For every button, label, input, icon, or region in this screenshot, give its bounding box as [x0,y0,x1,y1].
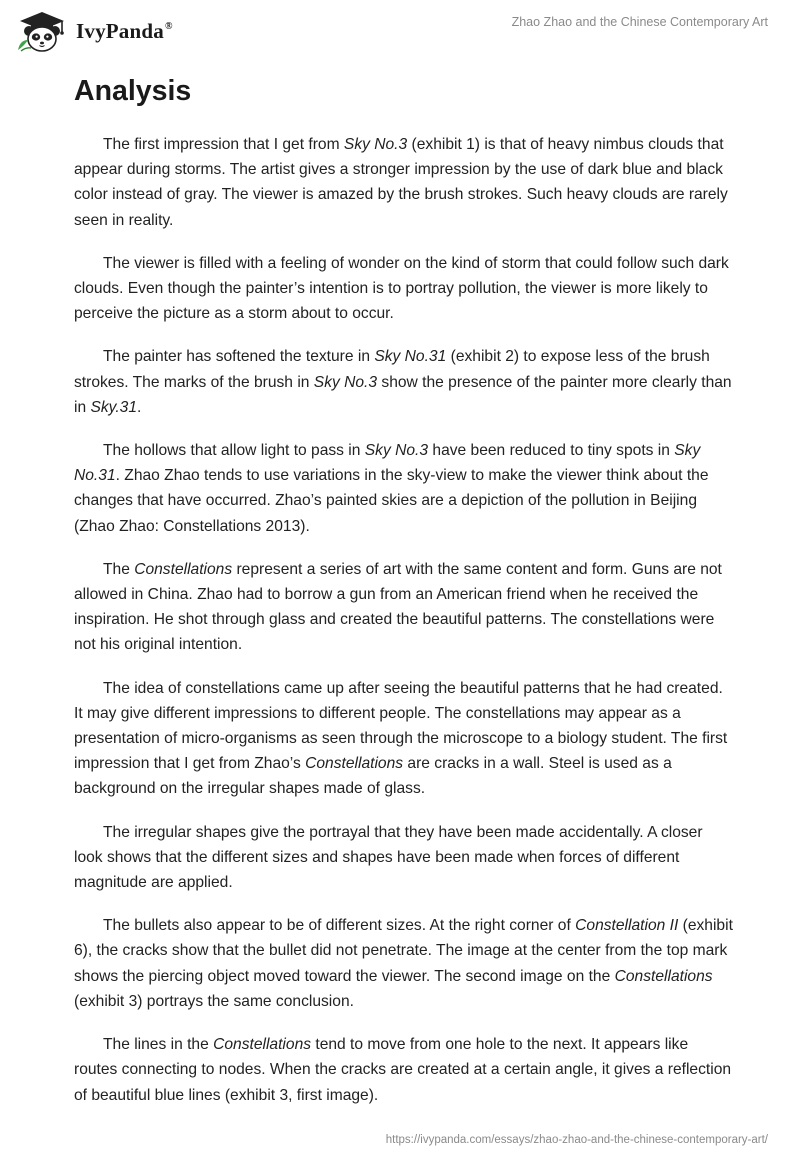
paragraph-text: The bullets also appear to be of different sizes. At the right corner of [103,917,576,935]
paragraph-text: The [103,560,135,578]
registered-mark: ® [164,20,173,32]
paragraph-text: The idea of constellations came up after seeing the beautiful patterns that he had created. It may give different impressions to different people. The constellations may appear as a presentation of micro-organisms as seen through the microscope to a biology student. The first impression that I get from Zhao’s [74,679,728,773]
paragraph-text: have been reduced to tiny spots in [428,442,675,460]
page-header [0,0,800,60]
body-paragraph [74,676,734,802]
paragraph-text: (exhibit 2) to expose less of the brush strokes. The marks of the brush in [74,348,710,391]
paragraph-text: show the presence of the painter more clearly than in [74,373,732,416]
italic-title: Constellations [134,560,233,578]
body-paragraph [74,557,734,658]
paragraph-text: (exhibit 6), the cracks show that the bullet did not penetrate. The image at the center from the top mark shows the piercing object moved toward the viewer. The second image on the [74,917,733,985]
body-paragraph [74,344,734,420]
italic-title: Sky No.31 [374,348,447,366]
italic-title: Sky No.31 [74,442,701,485]
paragraph-list [74,132,734,1108]
paragraph-text: The first impression that I get from [103,136,344,153]
ivypanda-logo[interactable] [14,10,173,52]
body-paragraph [74,1032,734,1108]
body-paragraph [74,438,734,539]
paragraph-text: The irregular shapes give the portrayal that they have been made accidentally. A closer look shows that the different sizes and shapes have been made when forces of different magnitude are applied. [74,823,703,892]
paragraph-text: The hollows that allow light to pass in [103,442,365,460]
italic-title: Sky No.3 [364,442,429,460]
logo-text: IvyPanda [76,18,164,43]
paragraph-text: are cracks in a wall. Steel is used as a background on the irregular shapes made of glass. [74,755,672,798]
paragraph-text: . [137,398,142,416]
paragraph-text: The painter has softened the texture in [103,348,375,366]
logo-wordmark [76,19,173,44]
panda-graduate-icon [14,10,70,52]
italic-title: Sky No.3 [343,136,408,153]
article-body [74,72,734,1126]
italic-title: Sky No.3 [313,373,378,391]
footer-source-url[interactable]: https://ivypanda.com/essays/zhao-zhao-and-the-chinese-contemporary-art/ [385,1134,768,1146]
paragraph-text: . Zhao Zhao tends to use variations in the sky-view to make the viewer think about the changes that have occurred. Zhao’s painted skies are a depiction of the pollution in Beijing (Zhao Zhao: Constellations 2013). [74,467,709,535]
body-paragraph [74,251,734,327]
body-paragraph [74,820,734,896]
paragraph-text: tend to move from one hole to the next. It appears like routes connecting to nodes. When the cracks are created at a certain angle, it gives a reflection of beautiful blue lines (exhibit 3, first image). [74,1036,732,1104]
italic-title: Sky.31 [90,398,137,416]
italic-title: Constellation II [575,917,679,935]
paragraph-text: (exhibit 3) portrays the same conclusion. [74,992,354,1010]
paragraph-text: The lines in the [103,1036,214,1054]
italic-title: Constellations [305,755,404,773]
paragraph-text: represent a series of art with the same content and form. Guns are not allowed in China. Zhao had to borrow a gun from an American friend when he received the inspiration. He shot through glass and created the beautiful patterns. The constellations were not his original intention. [74,560,722,654]
body-paragraph [74,913,734,1014]
paragraph-text: (exhibit 1) is that of heavy nimbus clouds that appear during storms. The artist gives a stronger impression by the use of dark blue and black color instead of gray. The viewer is amazed by the brush strokes. Such heavy clouds are rarely seen in reality. [74,136,728,229]
section-heading: Analysis [74,75,192,107]
italic-title: Constellations [213,1036,312,1054]
document-title: Zhao Zhao and the Chinese Contemporary Art [511,15,768,29]
italic-title: Constellations [614,967,713,985]
paragraph-text: The viewer is filled with a feeling of wonder on the kind of storm that could follow such dark clouds. Even though the painter’s intention is to portray pollution, the viewer is more likely to perceive the picture as a storm about to occur. [74,254,729,323]
body-paragraph [74,132,734,233]
